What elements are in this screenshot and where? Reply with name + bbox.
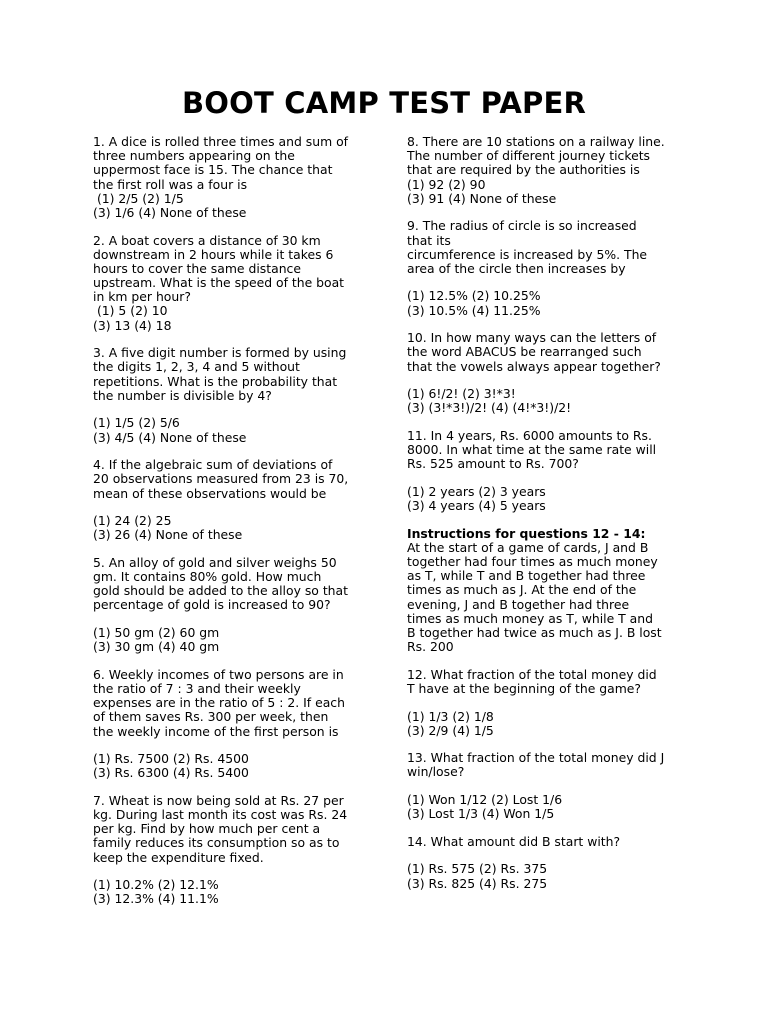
text-line: upstream. What is the speed of the boat [93,275,345,291]
text-line: (1) 10.2% (2) 12.1% [93,877,219,893]
block-spacer [407,696,687,709]
text-line: (1) Rs. 575 (2) Rs. 375 [407,861,548,877]
text-block [93,556,368,613]
block-spacer [93,542,368,555]
text-line: repetitions. What is the probability that [93,373,338,389]
page-title: BOOT CAMP TEST PAPER [181,86,586,120]
text-line: (3) 91 (4) None of these [407,190,557,206]
text-line: (1) 1/3 (2) 1/8 [407,708,494,724]
text-line: mean of these observations would be [93,485,327,501]
text-line: 6. Weekly incomes of two persons are in [93,666,344,682]
text-line: family reduces its consumption so as to [93,835,340,851]
text-line: kg. During last month its cost was Rs. 24 [93,807,348,823]
text-line: (3) 4 years (4) 5 years [407,498,546,514]
text-line: that are required by the authorities is [407,162,640,178]
block-spacer [93,333,368,346]
text-line: that the vowels always appear together? [407,358,661,374]
text-block [407,710,687,738]
text-line: win/lose? [407,764,465,780]
text-block [93,878,368,906]
text-line: 11. In 4 years, Rs. 6000 amounts to Rs. [407,427,652,443]
text-block [407,835,687,849]
text-line: the ratio of 7 : 3 and their weekly [93,680,301,696]
text-block [407,793,687,821]
block-spacer [407,318,687,331]
text-line: (1) 92 (2) 90 [407,176,486,192]
text-line: keep the expenditure fixed. [93,849,264,865]
text-block [407,485,687,513]
text-line: (1) Rs. 7500 (2) Rs. 4500 [93,751,249,767]
text-line: 8. There are 10 stations on a railway line. [407,134,665,149]
text-line: 10. In how many ways can the letters of [407,330,657,346]
block-spacer [93,403,368,416]
block-spacer [93,501,368,514]
text-line: evening, J and B together had three [407,596,630,612]
text-block [93,416,368,444]
text-line: (1) Won 1/12 (2) Lost 1/6 [407,792,563,808]
block-spacer [93,445,368,458]
text-line: (3) 30 gm (4) 40 gm [93,639,220,655]
text-block [93,458,368,501]
text-line: (3) 4/5 (4) None of these [93,429,247,445]
text-block [93,346,368,403]
text-line: At the start of a game of cards, J and B [407,539,649,555]
block-spacer [407,276,687,289]
text-line: 12. What fraction of the total money did [407,666,657,682]
text-block [407,289,687,317]
text-line: (1) 12.5% (2) 10.25% [407,288,541,304]
block-spacer [407,206,687,219]
text-line: (3) 1/6 (4) None of these [93,204,247,220]
instructions-heading: Instructions for questions 12 - 14: [407,525,646,541]
text-line: 13. What fraction of the total money did J [407,750,665,766]
text-line: circumference is increased by 5%. The [407,246,648,262]
text-line: percentage of gold is increased to 90? [93,597,331,613]
text-line: 2. A boat covers a distance of 30 km [93,232,321,248]
text-line: 14. What amount did B start with? [407,833,621,849]
text-line: of them saves Rs. 300 per week, then [93,709,329,725]
text-line: downstream in 2 hours while it takes 6 [93,246,334,262]
text-line: (3) 13 (4) 18 [93,317,172,333]
block-spacer [407,416,687,429]
text-line: the weekly income of the first person is [93,723,339,739]
text-line: (3) 10.5% (4) 11.25% [407,302,541,318]
text-line: 9. The radius of circle is so increased [407,218,637,234]
text-line: (1) 1/5 (2) 5/6 [93,415,180,431]
block-spacer [407,513,687,526]
text-line: 7. Wheat is now being sold at Rs. 27 per [93,792,344,808]
text-line: times as much as J. At the end of the [407,582,637,598]
text-line: 3. A five digit number is formed by using [93,345,347,361]
text-block [93,668,368,739]
text-line: (1) 50 gm (2) 60 gm [93,624,220,640]
text-line: The number of different journey tickets [407,148,651,164]
block-spacer [407,654,687,667]
block-spacer [93,613,368,626]
block-spacer [407,738,687,751]
block-spacer [93,654,368,667]
text-block [407,331,687,374]
block-spacer [93,739,368,752]
text-line: (1) 2/5 (2) 1/5 [93,190,184,206]
block-spacer [93,220,368,233]
text-line: (3) Lost 1/3 (4) Won 1/5 [407,806,555,822]
text-block [407,862,687,890]
text-line: that its [407,232,451,248]
left-column [93,135,368,907]
text-block [407,135,687,206]
text-line: the digits 1, 2, 3, 4 and 5 without [93,359,300,375]
text-line: the number is divisible by 4? [93,387,272,403]
text-line: Rs. 200 [407,639,454,655]
text-line: (3) (3!*3!)/2! (4) (4!*3!)/2! [407,400,572,416]
text-line: hours to cover the same distance [93,260,301,276]
text-line: the first roll was a four is [93,176,248,192]
text-line: (3) Rs. 6300 (4) Rs. 5400 [93,765,249,781]
text-line: (1) 5 (2) 10 [93,303,168,319]
text-block [407,751,687,779]
text-line: B together had twice as much as J. B lost [407,624,662,640]
text-line: uppermost face is 15. The chance that [93,162,333,178]
text-block [407,429,687,472]
text-block [93,794,368,865]
text-block [407,387,687,415]
block-spacer [93,780,368,793]
text-line: Rs. 525 amount to Rs. 700? [407,456,579,472]
block-spacer [407,849,687,862]
text-block [407,668,687,696]
block-spacer [407,472,687,485]
text-line: T have at the beginning of the game? [407,680,641,696]
block-spacer [407,374,687,387]
text-line: (3) 12.3% (4) 11.1% [93,891,219,907]
right-column [407,135,687,891]
text-line: 5. An alloy of gold and silver weighs 50 [93,554,337,570]
text-line: expenses are in the ratio of 5 : 2. If each [93,695,345,711]
text-block [93,752,368,780]
text-line: per kg. Find by how much per cent a [93,821,321,837]
text-block [93,234,368,333]
text-line: gold should be added to the alloy so that [93,583,348,599]
text-block [407,527,687,655]
text-block [93,135,368,220]
text-line: gm. It contains 80% gold. How much [93,569,322,585]
block-spacer [407,821,687,834]
text-line: in km per hour? [93,289,191,305]
text-line: times as much money as T, while T and [407,610,653,626]
text-block [93,514,368,542]
text-line: (3) 26 (4) None of these [93,527,243,543]
text-block [407,219,687,276]
text-line: 1. A dice is rolled three times and sum of [93,134,349,149]
text-block [93,626,368,654]
text-line: 8000. In what time at the same rate will [407,442,657,458]
text-line: together had four times as much money [407,554,658,570]
text-line: (3) 2/9 (4) 1/5 [407,722,494,738]
text-line: area of the circle then increases by [407,260,626,276]
text-line: (3) Rs. 825 (4) Rs. 275 [407,875,548,891]
text-line: 4. If the algebraic sum of deviations of [93,457,333,473]
text-line: 20 observations measured from 23 is 70, [93,471,349,487]
text-line: three numbers appearing on the [93,148,295,164]
text-line: as T, while T and B together had three [407,568,646,584]
text-line: (1) 24 (2) 25 [93,513,172,529]
text-line: (1) 2 years (2) 3 years [407,483,546,499]
text-line: (1) 6!/2! (2) 3!*3! [407,386,516,402]
block-spacer [407,780,687,793]
text-line: the word ABACUS be rearranged such [407,344,642,360]
block-spacer [93,865,368,878]
